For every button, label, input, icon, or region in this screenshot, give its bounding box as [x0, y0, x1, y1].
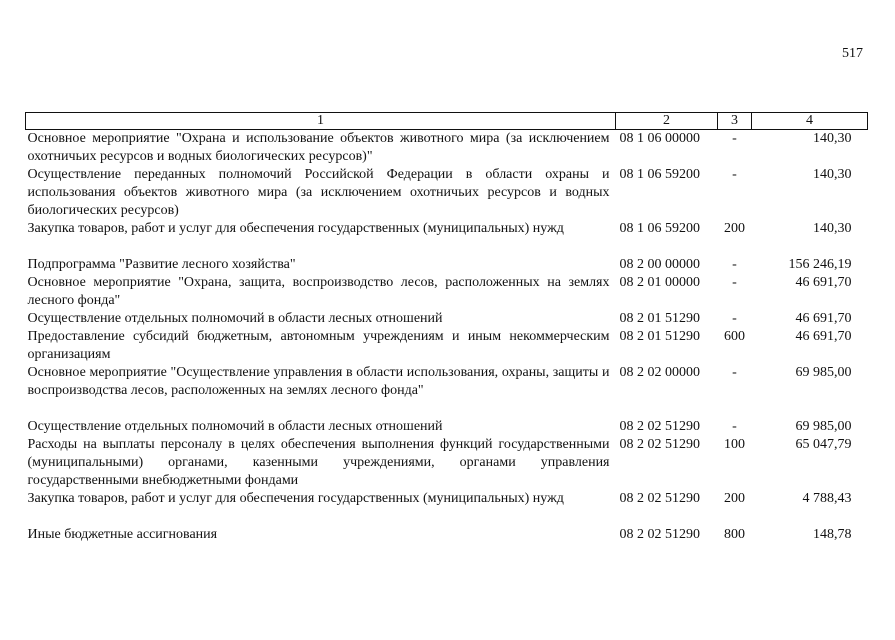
table-row: [26, 310, 868, 328]
row-code: 08 1 06 00000: [619, 131, 700, 146]
row-name: Осуществление переданных полномочий Российской Федерации в области охраны и использования объектов животного мира (за исключением охотничьих ресурсов и водных биологических ресурсов): [27, 167, 610, 218]
table-row: [26, 418, 868, 436]
row-sum: 156 246,19: [788, 257, 852, 272]
row-type: -: [732, 257, 737, 272]
row-sum: 4 788,43: [802, 491, 852, 506]
table-row: [26, 490, 868, 526]
row-name: Осуществление отдельных полномочий в области лесных отношений: [27, 419, 443, 434]
table-row: [26, 130, 868, 167]
page-number: 517: [842, 46, 863, 61]
row-code: 08 1 06 59200: [619, 221, 700, 236]
table-row: [26, 526, 868, 544]
row-code: 08 2 02 51290: [619, 527, 700, 542]
row-code: 08 2 01 51290: [619, 329, 700, 344]
row-code: 08 2 01 00000: [619, 275, 700, 290]
row-sum: 140,30: [813, 131, 852, 146]
row-type: -: [732, 365, 737, 380]
header-col-1: 1: [26, 113, 616, 130]
row-code: 08 2 02 51290: [619, 491, 700, 506]
table-row: [26, 274, 868, 310]
table-header-row: [26, 113, 868, 130]
row-code: 08 2 01 51290: [619, 311, 700, 326]
row-name: Осуществление отдельных полномочий в области лесных отношений: [27, 311, 443, 326]
row-name: Основное мероприятие "Осуществление управления в области использования, охраны, защиты и воспроизводства лесов, расположенных на землях лесного фонда": [27, 365, 610, 398]
row-type: -: [732, 131, 737, 146]
row-sum: 140,30: [813, 221, 852, 236]
table-row: [26, 220, 868, 256]
row-name: Закупка товаров, работ и услуг для обеспечения государственных (муниципальных) нужд: [27, 221, 564, 236]
budget-table: [25, 112, 868, 544]
row-name: Иные бюджетные ассигнования: [27, 527, 218, 542]
row-type: 200: [724, 221, 745, 236]
row-sum: 65 047,79: [795, 437, 852, 452]
row-sum: 46 691,70: [795, 329, 852, 344]
row-name: Подпрограмма "Развитие лесного хозяйства": [27, 257, 296, 272]
row-type: 100: [724, 437, 745, 452]
row-code: 08 2 00 00000: [619, 257, 700, 272]
row-code: 08 1 06 59200: [619, 167, 700, 182]
table-row: [26, 256, 868, 274]
row-name: Основное мероприятие "Охрана и использование объектов животного мира (за исключением охотничьих ресурсов и водных биологических ресурсов)": [27, 131, 610, 164]
header-col-3: 3: [718, 113, 752, 130]
row-name: Предоставление субсидий бюджетным, автономным учреждениям и иным некоммерческим организациям: [27, 329, 610, 362]
row-type: 200: [724, 491, 745, 506]
table-row: [26, 328, 868, 364]
table-row: [26, 436, 868, 490]
row-sum: 46 691,70: [795, 275, 852, 290]
row-name: Расходы на выплаты персоналу в целях обеспечения выполнения функций государственными (муниципальными) органами, казенными учреждениями, органами управления государственными внебюджетными фондами: [27, 437, 610, 488]
row-type: -: [732, 311, 737, 326]
table-row: [26, 166, 868, 220]
header-col-2: 2: [616, 113, 718, 130]
row-type: 800: [724, 527, 745, 542]
row-name: Основное мероприятие "Охрана, защита, воспроизводство лесов, расположенных на землях лесного фонда": [27, 275, 610, 308]
row-type: -: [732, 419, 737, 434]
row-type: 600: [724, 329, 745, 344]
row-code: 08 2 02 51290: [619, 419, 700, 434]
row-name: Закупка товаров, работ и услуг для обеспечения государственных (муниципальных) нужд: [27, 491, 564, 506]
header-col-4: 4: [752, 113, 868, 130]
row-type: -: [732, 275, 737, 290]
row-sum: 148,78: [813, 527, 852, 542]
row-sum: 69 985,00: [795, 365, 852, 380]
row-sum: 69 985,00: [795, 419, 852, 434]
row-sum: 140,30: [813, 167, 852, 182]
row-type: -: [732, 167, 737, 182]
row-sum: 46 691,70: [795, 311, 852, 326]
row-code: 08 2 02 51290: [619, 437, 700, 452]
table-row: [26, 364, 868, 418]
row-code: 08 2 02 00000: [619, 365, 700, 380]
